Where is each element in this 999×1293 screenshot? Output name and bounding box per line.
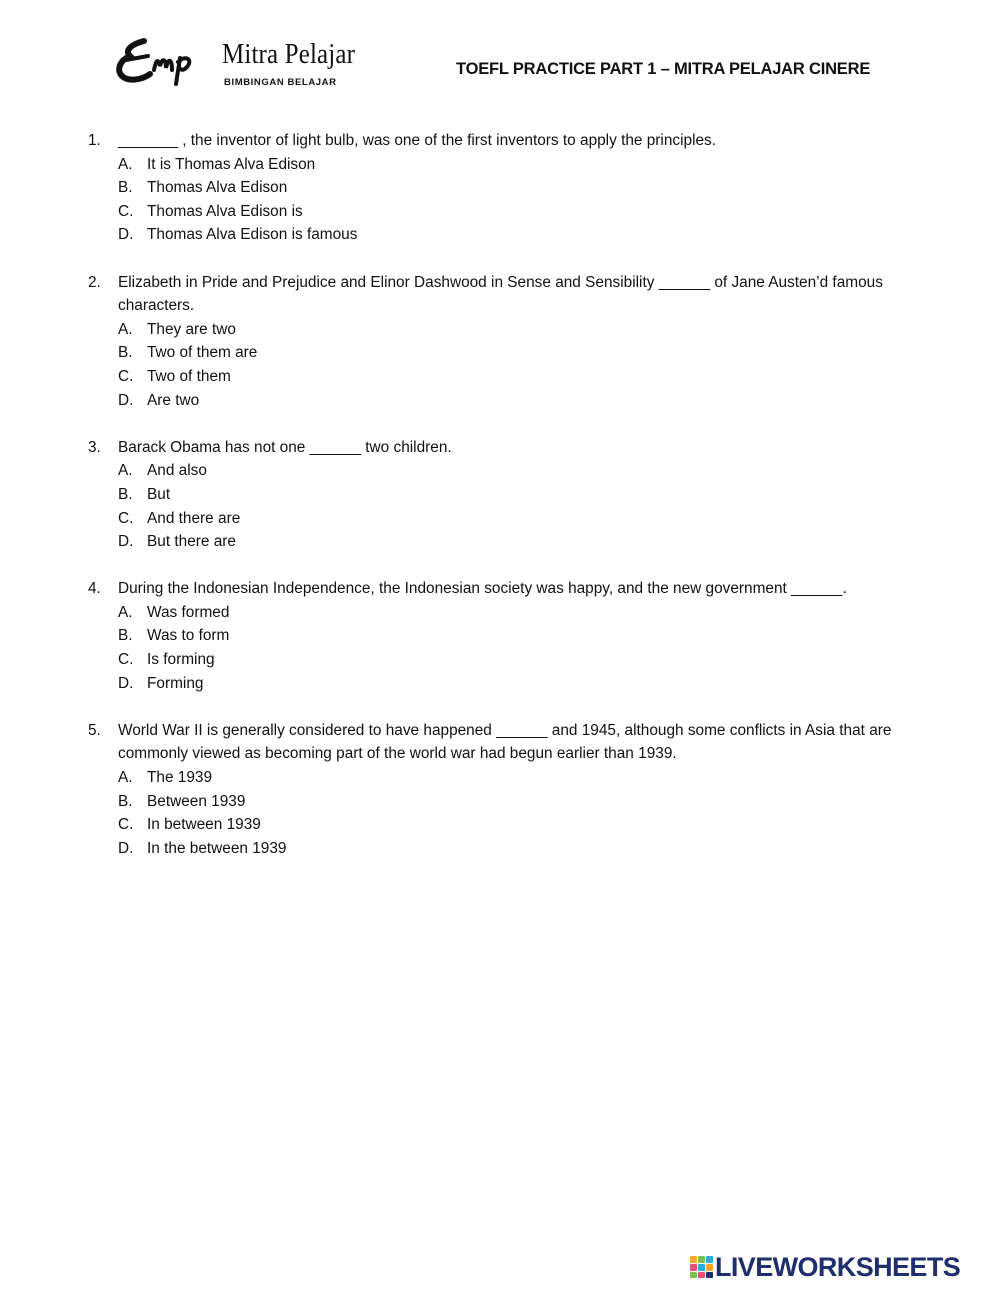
question-number: 5.	[88, 721, 101, 739]
option-text: Two of them	[147, 367, 231, 385]
option-letter: C.	[118, 509, 134, 527]
option-letter: C.	[118, 651, 134, 669]
answer-option	[88, 648, 958, 672]
answer-option	[88, 318, 958, 342]
answer-option	[88, 601, 958, 625]
option-text: Is forming	[147, 651, 215, 669]
question-2	[88, 271, 958, 413]
option-letter: D.	[118, 391, 134, 409]
option-text: Thomas Alva Edison is famous	[147, 226, 358, 244]
answer-option	[88, 223, 958, 247]
question-number: 3.	[88, 438, 101, 456]
option-letter: A.	[118, 155, 133, 173]
option-text: It is Thomas Alva Edison	[147, 155, 316, 173]
liveworksheets-brand[interactable]	[690, 1252, 990, 1284]
option-text: But there are	[147, 533, 236, 551]
answer-option	[88, 837, 958, 861]
option-text: But	[147, 485, 171, 503]
logo-tagline: BIMBINGAN BELAJAR	[224, 77, 337, 88]
option-text: Was formed	[147, 603, 230, 621]
answer-option	[88, 341, 958, 365]
answer-option	[88, 530, 958, 554]
option-letter: C.	[118, 202, 134, 220]
question-text: World War II is generally considered to have happened ______ and 1945, although some conflicts in Asia that are commonly viewed as becoming part of the world war had begun earlier than 1939.	[118, 721, 892, 763]
answer-option	[88, 200, 958, 224]
option-text: Thomas Alva Edison is	[147, 202, 303, 220]
answer-option	[88, 153, 958, 177]
option-letter: B.	[118, 344, 133, 362]
option-letter: D.	[118, 839, 134, 857]
option-letter: C.	[118, 816, 134, 834]
option-text: Are two	[147, 391, 200, 409]
document-title: TOEFL PRACTICE PART 1 – MITRA PELAJAR CINERE	[456, 60, 871, 78]
option-text: In between 1939	[147, 816, 261, 834]
option-letter: A.	[118, 320, 133, 338]
option-letter: D.	[118, 674, 134, 692]
emp-monogram-logo	[114, 36, 218, 88]
option-text: In the between 1939	[147, 839, 287, 857]
option-letter: B.	[118, 792, 133, 810]
answer-option	[88, 365, 958, 389]
answer-option	[88, 176, 958, 200]
option-text: Thomas Alva Edison	[147, 179, 288, 197]
answer-option	[88, 459, 958, 483]
option-letter: D.	[118, 226, 134, 244]
question-text: During the Indonesian Independence, the Indonesian society was happy, and the new government ______.	[118, 580, 847, 598]
option-text: And also	[147, 462, 207, 480]
answer-option	[88, 507, 958, 531]
logo-brand-name: Mitra Pelajar	[222, 38, 356, 70]
answer-option	[88, 389, 958, 413]
option-text: Between 1939	[147, 792, 246, 810]
liveworksheets-wordmark: LIVEWORKSHEETS	[715, 1252, 961, 1282]
question-text: Barack Obama has not one ______ two children.	[118, 438, 452, 456]
option-letter: A.	[118, 603, 133, 621]
question-number: 4.	[88, 580, 101, 598]
liveworksheets-logo-icon	[690, 1256, 714, 1278]
answer-option	[88, 483, 958, 507]
option-letter: B.	[118, 485, 133, 503]
answer-option	[88, 813, 958, 837]
question-list	[88, 129, 958, 884]
question-number: 2.	[88, 273, 101, 291]
option-text: The 1939	[147, 769, 213, 787]
question-number: 1.	[88, 132, 101, 149]
question-text: _______ , the inventor of light bulb, was one of the first inventors to apply the principles.	[118, 132, 717, 149]
option-text: And there are	[147, 509, 241, 527]
question-3	[88, 436, 958, 554]
option-letter: A.	[118, 769, 133, 787]
option-letter: D.	[118, 533, 134, 551]
option-letter: A.	[118, 462, 133, 480]
option-text: Forming	[147, 674, 204, 692]
option-text: They are two	[147, 320, 236, 338]
answer-option	[88, 790, 958, 814]
option-letter: B.	[118, 627, 133, 645]
answer-option	[88, 766, 958, 790]
mitra-pelajar-logo	[114, 36, 374, 92]
question-5	[88, 719, 958, 861]
answer-option	[88, 672, 958, 696]
question-4	[88, 577, 958, 695]
option-letter: C.	[118, 367, 134, 385]
option-text: Was to form	[147, 627, 230, 645]
answer-option	[88, 624, 958, 648]
option-letter: B.	[118, 179, 133, 197]
option-text: Two of them are	[147, 344, 258, 362]
question-text: Elizabeth in Pride and Prejudice and Elinor Dashwood in Sense and Sensibility ______ of Jane Austen’d famous characters.	[118, 273, 883, 315]
question-1	[88, 129, 958, 247]
